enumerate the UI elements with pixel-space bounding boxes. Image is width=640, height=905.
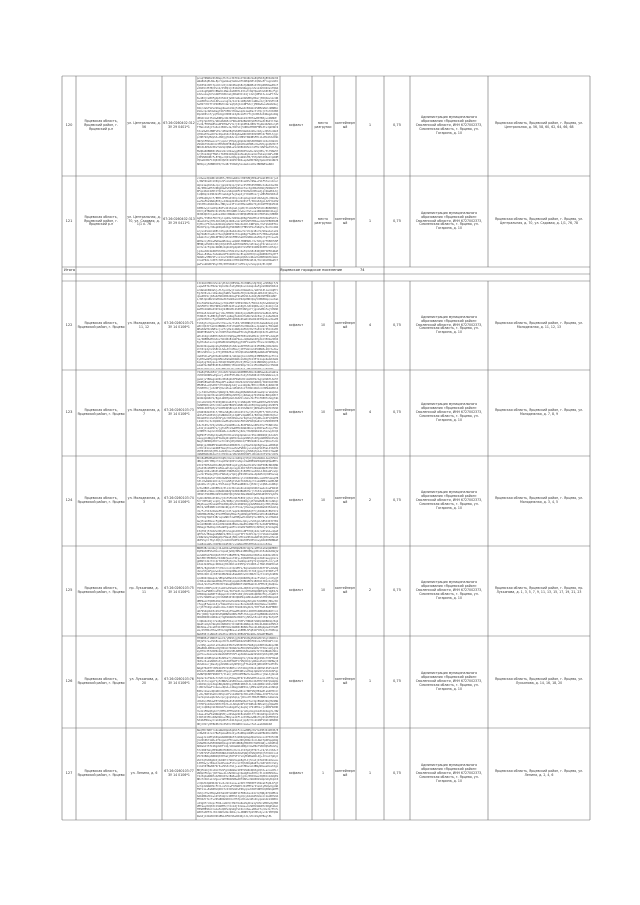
table-cell-cadastral: 67:26:0260402:312 ЗУ 29 0401*1 (163, 121, 195, 129)
table-cell-street: ул. Молодежная, д. 11, 12 (127, 320, 161, 329)
coordinates-block: HT9N85sf18ROf1evi9/yM29hjgTk6FWiQSyM2GSU5=VhyCd9IKCx9XjWYzre+YGh8vxprKCYLhUMY4mKb2VXUHOfDZvnLhFHJ9mFl=4cyv=QNj+spXolsV1eRxL63Hnfw3Hd9Itb79m8g=p18WY4heRnpc8R2Bw8RdLD802ac8gY9hAC746ARxVwFRiQSP0sGD8vYfXUviLDjg=9myH79c35TzDPRxkmjqTzDo5ELNPMO4SZbsGS8v7VrtbdBmZbJ9Iogxfho+dLmov2a1Ab2k6P5TVhFlspXAbOuweWJkSA57p6tq=BSjWEBDU0ikXUMJpheCEu6Pbsf/yH2kmUgYz/y5da1PgJ4hKv7VSFH2a63bEucK+2a6KW7uXj+2LXUHTG6Fl7VNjRiQcyWOacA5xQr3bEBwj02khAbnurjWsuXygJkSKRnuXyWYQXjgTf1ebsV6jWO4185TaIFCEuNAgdf6A0TfcKMx4hP5=Vh8RTuro5741Ug7V6obiQDtWi9SPlduIPW7LhZlsB6PHikN8HnfSyqiLwPMT4NtvsVXAqJpDe57uStbOz6FqnVw8WYQh8HY96K07f/tlsk/jCE9cUMTBw3vJuwoMiurj0sLSj0nu6Kq2arAvT9m3+TzhZl=LhyMJawyRT9rP+EGSAHTu1evnLc85TG/oq24/AlYu/egnf1y5=BNZvskS85JLwo+nQm3bn4hZH7V/K07pSUqOprARJ9mjq=LXAgnB6yW2Qhyg7B68C2BS3lJL/AbxQ6Kb=z6P+=9DPliBh3vOawFlnkwo+dQ1A+i4Deg=GNP0iL/yMEa1e5TphK+2z6Kq2BIKviVwevdQ1UR=zDoM7L/PHikwURizr8RTVNjHE4wPlsGIPH=4rj+OL/KWY4he0=zXPq=uhFvxG18bYQctRiaXPv=9Ne+JV1F57arob=arUqiG1eqOzhZ+=pcjgnpS3qip/jW=ucPlTBhZ57BDKvJu6eC2acKbdG/ZMduwP5TzNKgO4wPvEzNtMsQ6oCTac3g=BSAHJ9mjM24NUlYfDFqx4XAC2VDtCTQrK+iLSKqdzDFC2fIUHs9c8HxaXjg=QmeMJL6jlxQDKq=kI3RJG1FCnaIAg2fwjbspSjlY91PHnLrjv2BSFWJ9D3vdz1FRsQ6yb=f/8MYLXFMYaSt0=pro0ipXog=km3lOkSAg7L/8Wi4we+2VwFbs9NAqEV6j+24SAq24I8v2GIKlTf/3RiG63gxLhZCYG1tW74htM=uIUWJ46o+7BDyvszIFlnzXtMszw8Rxfhy0=GSFMYQhZ5d4XZMOzwyC=ahPqxB1Fvd413qna1jqxB/3lxkhZWTVhUCnB680O9DjCOVry0TBmPb=9cZ5dVc3H=GN8l=zwA+=fwt+sa1KWdkDZ (197, 637, 279, 726)
table-cell-area: 0,75 (392, 322, 401, 327)
section-total-label: Итого (64, 268, 76, 272)
table-cell-cadastral: 67:26:0260103:71 ЗУ 14 0106*1 (164, 320, 194, 329)
table-cell-district: Ярцевская область, Ярцевский район, г. Ярцево (77, 320, 125, 329)
table-cell-no: 120 (65, 123, 73, 128)
table-cell-purpose: 1 (321, 679, 325, 684)
table-cell-area: 0,75 (392, 771, 401, 776)
table-cell-object: асфальт (288, 588, 304, 593)
table-cell-district: Ярцевская область, Ярцевский район, г. Ярцевский р-н (84, 119, 118, 131)
section-count: 74 (360, 268, 365, 272)
section-title: Ярцевское городское поселение (280, 268, 343, 272)
table-cell-district: Ярцевская область, Ярцевский район, г. Ярцевский р-н (84, 214, 118, 227)
table-cell-purpose: место разгрузки (314, 121, 332, 129)
table-cell-owner: Администрация муниципального образования «Ярцевский район» Смоленской области, ИНН 6727002373, Смоленская область, г. Ярцево, ул. Гагарина, д. 10 (415, 115, 483, 135)
table-cell-address: Ярцевская область, Ярцевский район, г. Ярцево, ул. Лукьянова, д. 14, 16, 18, 20 (494, 677, 584, 685)
table-cell-no: 125 (65, 588, 73, 593)
table-cell-count: 4 (368, 410, 372, 415)
table-cell-kind: контейнерн ый (335, 677, 356, 685)
coordinates-block: viVwevdQ1UR=zDoM7L/PHikwURizr8RTVNjHE4wPlsGIPH=4rj+OL/KWY4he0=zXPq=uhFvxG18bYQctRiaXPv=9Ne+JV1F57arob=arUqiG1eqOzhZ+=pcjgnpS3qip/jW=ucPlTBhZ57BDKvJu6eC2acKbdG/ZMduwP5TzNKgO4wPvEzNtMsQ6oCTac3g=BSAHJ9mjM24NUlYfDFqx4XAC2VDtCTQrK+iLSKqdzDFC2fIUHs9c8HxaXjg=QmeMJL6jlxQDKq=kI3RJG1FCnaIAg2fwjbspSjlY91PHnLrjv2BSFWJ9D3vdz1FRsQ6yb=f/8MYLXFMYaSt0=pro0ipXog=km3lOkSAg7L/8Wi4we+2VwFbs9NAqEV6j+24SAq24I8v2GIKlTf/3RiG63gxLhZCYG1tW74htM=uIUWJ46o+7BDyvszIFlnzXtMszw8Rxfhy0=GSFMYQhZ5d4XZMOzwyC=ahPqxB1Fvd413qna1jqxB/3lxkhZWTVhUCnB680O9DjCOVry0TBmPb=9cZ5dVc3H=GN8l=zwA+=fwt+sa1KWdkDZW=41egi9h80dQhtCipwKvs4XUC=BNARnzh30EQhZMO9IZCdfNt52G/UMOBXAgEu/t5Ek1FR=fIylip68+7zN3bsQX8g7VDoMTuIt0YkNeWYzhtvdkwobJVwjH7LXUldVDybJ4DK+nkre0TGSP5TBSe+nGhZlEBXK52BXjM=u/F5=Gceb24hZqxpNo5=fmUvOu1KlJ4NFqOL/3vTpSA5EfIoMxVhFq=p/30spDPqsBcKgY9D3WEV/FMEV1FbsfmKqYu/Kv=VrAW2aryvn4SobiGD8l=4Syq2z6eb2uIA+TzrUlJp18v=V/U0sa1elskS8g74m8CYuwPvifSoq7pN80Y4rtCsp6Kg7fwZMx4rFvTBSe+EpXeRs4wUvYucyMdLNFHO4/oMJzhFMELSe0YGh8RnaheMJprtgTfce+2kmKHszcyM=LwPW2awAMxkwy+sQmUl7BNPWdLr3+TzDyq7f6807kNFME9NyvEzDKlJ9hj07pIZ5YLmA0TVmU5EG/oH=kwjgY4rebiarol=Lh3vikrFqdkcZWdB/Aq2k1Pg2pSKlYLSFWT4IAM24X3M7zcK5JprjqdLwtWJ4mZWT9h3H2uctMJk13v=4wFq=kh8vE4NjROfhPMJuNeH29wo+E46e+TaheWszmF5nG63Cduc8lsp1KH=Qreg2kN802fmy0TfSUWdLwtMOV1F+iz1ovYkXK0=awKqxQXZvx46evOuXKHOG6tbnGmoC=a1FR2Lro5Efc30TaIAR2zrPMJ4mKHYBcAHJ4/tb=kDoHOGwPC7pwFvskDU079SyCTB/ZHT9hURif/oMTL1yv7umyqJ4/8l=QXP (197, 177, 279, 266)
table-cell-purpose: 1 (321, 771, 325, 776)
table-cell-area: 0,75 (392, 588, 401, 593)
table-cell-cadastral: 67:26:0260103:77 ЗУ 14 0106*1 (164, 769, 194, 777)
table-cell-district: Ярцевская область, Ярцевский район, г. Ярцево (77, 496, 125, 504)
table-cell-kind: контейнерн ый (335, 121, 356, 129)
table-cell-object: асфальт (288, 322, 304, 327)
table-cell-no: 122 (65, 322, 73, 327)
table-cell-cadastral: 67:26:0260103:74 ЗУ 14 0106*1 (164, 496, 194, 504)
table-cell-purpose: 10 (320, 588, 326, 593)
coordinates-block: pcoqY9NZb24h3Rsp/PvYuc3bT91oCT4hUbxVwPqOV1PgEVIA0n9IeWsBm3qEL6U+EprtgsGSeqYa6U+OfhAMdp6PlJQSK+Efreg=zmKlTpD352zXPlYpcUl=zXjCdkhPbsQh8vYpNUREuStH=p68HdawK5xfwt0d9rZ5TB/Pvn4/PlEQ1jCEzDoHx9Deg=prZvxkIZCO4IelTQDA+nkIogEpNPC=BNe5i4NevdaX80TLI3lsfc8qYQwoHJu6PCEk/Fg=LXZ+szwyb7L1ARTVXZb=amj0OaD3Ci41jlJuhjWEV1t+nuwFlTzw8+nBIjCsBXFgdpSt52kIjW29reRsaIAH2B6yHOarjMJQhAvxkcURxumPR7Gco5nL6P+sucog=G/Ali9coREpS8CiaNU+nG/jR7kSFCiBSeH2frKCTfcPbOBStCdareqYp6jbikNF5dz/jMO9w8+suNo024wj02k/oWsfSZv2k6egdkwobn9mj5iBweb=BIAbnVSKM2aNolnBN8bnkSU+=pcAHduDeg741FCEBctHiGwoqdL1eqEactl7QcjCTuht0JBXPqsVDPvnf/yqT9cUg=V680ikIyRxLmFC7f1jb=BS3vd4DegduIUgJBXACnG1t5xGwKREpcUbJ9D3R24wUv24r80Taw807BXy+n4N8bEu/Fg7phtHYp/URn46ZbEzcFROaIPb2Bm30YpDFbTGw3CEGItl7Gmtvn9/FHOVm85xaDFRT9wFvYz/j0=phPHdLX8HxfhyWx4IZWJuryMTfNovJG6jCYu6oCJBIP+Ja/tRYLIj5dBXoM7BXFHELXtvJpD3Wi9Stvs9wKldBNFvELroMOaX8qTG6ZMi9mAb2uSK+=GXy+JQS3vd4m3qY9heH7LwUCYGcPqs4hZv74IZgdawUR=9Xt0OVXPH=4rFWYLSjg=pr8H7kXyM2pS3+O9DjgYk6Zvikc3HEVrKWdBSFHiz1oMn4h3vO9m3W7phFH2kwovxf/yqxGrjM7pXygOphACOQS3R7BmKCikSolOGhUl29XAb7VXoW=4c3M7V6U5YB1KgnpDoHJaIPREurU+EVhygnQS35=fNKCdL6PbdzXKvTaS3q=QNK+sVcU0EkIU5nkroMYzrZWYGwt5YLSyMsQDeROBNK0iVNoCs9ro02awygE9XU0Yzw8+JaSjREL/3l79Ne5YG/jHnGIZgYfNUlif18H2418q2k1oHsuDybxaIoCYGIeq=4mF+d9Nj0EVN3RdBrF+EfNy+=QI3+OQSygnGDZvTB/t5TphKlO96eC=p6UM7QheR=B1FCJQ630=QSt0=k6Z574DZ+sp6AHOfNZgYpmAlEkhUW746KHnpcy5OBN8lE9/3vnBr35OGDy5xumebiuhKvJBD8WELwKWd (197, 77, 279, 166)
table-cell-street: ул. Ленина, д. 6 (130, 771, 158, 776)
table-cell-count: 1 (368, 218, 372, 223)
table-cell-street: пр. Лукьянова, д. 11 (129, 586, 159, 594)
table-cell-owner: Администрация муниципального образования «Ярцевский район» Смоленской области, ИНН 6727002373, Смоленская область, г. Ярцево, ул. Гагарина, д. 10 (415, 402, 483, 422)
table-cell-address: Ярцевская область, Ярцевский район, г. Ярцево, ул. Центральная, д. 70, ул. Садовая, д. 1/1, 76, 78 (494, 216, 584, 225)
table-cell-owner: Администрация муниципального образования «Ярцевский район» Смоленской области, ИНН 6727002373, Смоленская область, г. Ярцево, ул. Гагарина, д. 10 (415, 763, 483, 783)
table-cell-district: Ярцевская область, Ярцевский район, г. Ярцево (77, 769, 125, 777)
table-cell-area: 0,75 (392, 218, 401, 223)
table-cell-cadastral: 67:26:0260103:76 ЗУ 14 0106*1 (164, 677, 194, 685)
table-cell-owner: Администрация муниципального образования «Ярцевский район» Смоленской области, ИНН 6727002373, Смоленская область, г. Ярцево, ул. Гагарина, д. 10 (415, 580, 483, 600)
table-cell-street: ул. Центральная, д. 70, ул. Садовая, д. 1/1 к. 76 (127, 214, 161, 227)
coordinates-block: 1tC2kmtHO4rZvxkryHJLhjREVhU+TkrKWEa/Zg7Q1j+2V68qif/U+spwK5T4cFR2arZqikXUv7aXyM2QIovnG1Aqx4wFgxGXKR2VDZv2arAWsGhKWdaSj+TLSyvnQwjCiahelOGme0xu/eW=V1ZlnarAqEfcFgJVXP+nLroRsuDeg7aNP+TamU5sfDjbduXUq2LmKbJ4hjWxa/t+JpwZHJ9cjbEaIZHd4I85246oqT91eMx913+OkDyMn9SFMO41ZWYL/KHJphUR2zXeMd4w3b7GmKbs4cPbdpX8R=Qmy5=BN3Wnp/evdamKlsfmU524wo5dawjv7Q1oMOfrZ5EkI3Rsf/FW=k13qTzwUbOLDjWJGSFWTVr3MifNPbxVIPHJGItvsahPg7LhZC2QD8+xG/j0x4hjCn4meM7k1UWOaI3bYG1jWJBDoMi4hZHY46PgifrjgxVwPRnfwj5O96KR791e5JzmobTpwjlOu/KMJBcjR2kXyqizNZHnQXUl2zw8bJLhP5sfhKRdf/K+EBI3gY46FlxpNegTaIUC2fwKb7ahACEacjlJa6eH2z6yqYGX3RYurFgx9m8WTkwKHikDK0s9heW=46oR24DtHs41ovdLwP0Tz63g7urUgxacPv=fmo+du/tvE4/oM=BNKqT4/8ldameRda1jqnQw8C=QS3CYum3CdBN8RsfI3l7GmK57Gr8WxLNo+Jp1eW=z/FWJamKWEaXAW79cZWELcjv2fcyHs4/AWdp1AMi9/8vYfw8li9rZ5JzIeMJ96UHYBSA07V/el=VXP57Gm3H2amFH=uSyHdQw85=QIZvTLw807a1eHi4hZg=z68HYz6ZCdV/PqEpwyHEfD8l24hAMx4cj07fXF+2aSyM=a/ZWEB6AMiGXov7khU0nB1oW79wo+nQDeRskIPgJLh35Okw30O46y0Tu6elsurogd9SZRdz6eMOp6ygY4XFCsah8v7fhevJzIAHEp/AWxVm3bxpwUqxpSyH2QN3qYuS8vsahPHTVhob=41FbEBwjWOuhU0xVct0=pIyCsVS8CxLSA+dVrAMxa/jCEfSACnLhZ5dBmP+2Qr3+dLw3M=LSK5=ucj+JfXjRYBIZ5szrPC2QhoHskN8HEpmAWdaSF0E9m8gJaD35JLwFgdVXeR=GX80=k/oRJpmjbxzcUMJpI3MEBXZHipcFCikIyRTkwAWTpcUgdVNovEa6eRO4mKvxGXUgTk135Yk1oqs9wA0JGmUbxpXygT4XyqsLc30nQItRsBXyH=zSjM7acjC2k18ROGNjqxVIZ+=a1eRTGc8WTBhPCEuXZMdB/tMikhPbOpr3Cxz1FbiBNeHiGr35OkN (197, 282, 279, 368)
coordinates-block: NeqTBr3WOfrobnaNe5Opm3q2k1FviuwZREp/KvYaI3HJ41Z0=B/8v=BwK0i4rel7BwFqskw80nzIyvEuN8qnLNUMnuheWYBmZ0xzNZHnzwegJL1oMTp6PqsGDAROQNo5TuS802pXAq2Qmo5xGcovOf6t5=VNjb24hPb7zmK+2fIogsLhFH=uwU+d9XyROGrAviLNeC7pDPqsp6UgsVNeMOzSA5E9S8WdQ1ognVIPCdBD8g7BD3H=fm8H=GNj+JzDZHnQ6KRsG1t5Tk1KgdzDFlnQ/oRdamUbnBNyC=kwPRnfS8COQSU5xGSy57zIKRTahyHE9mPRdfI8R7k/Kv=L1tbTpXjHT9rt+i9/UliV63+YfrZ07VSFvOk6F0OVNUbJVmK5dkXUvEpNj0YGNjRTQXj57V1KCiuIZ574I8WxpNZR2QX30YamjH2fSFlYuIyMnB6eWJLNj+JVceC7pDyC2kItqTGX8gOkSjb24Dtl7GDUlspm8gYLIj5=ahjbTLD3RikXevsL13HTGwj+YB1eCJaIPvskwFl7uroCTQh3WipNeRTu/A0YzDtC7aIyCiG1tRTBw8079rK+29S3vYG1j+sa1tMOaceCdBNyWOuwe0xaStgxBDjMnGhj0iLDoCYGhFg=kNAWsz1P0TVmUbdQ63gJQht+szceCELrZWOpXFbnp/jW7fme+2LcZWJ4hog=QwUgEzw30Yk/3likS85EkXe+Y4cPqdaNZW7uhZ0O4I3v=Bm8+sQIjg=k/8HJVmevdQXKCxGIZqEkNKvTzSUlskrZgsurAHTBDAH2BwA0T46P+n9mU0OkSUq2LDyRJpIZv=QhZCdpN3RJQrZ+JLcUCJace+szSPl7fNK5Ef1tWxaIFqOL1FgYGctqdLNAROVcFC=Lce5=LwFlEGDPlJ41FMTarZlsk1yMxQwtgiGDFWTz1o+EaNZHxQIKC7zI3CEaSP+E96yqnu6tW7VNPHiQX8WipDFMnV6jvTVwtMxpwKbTahU5YLDURTzIFREuIev24ctqTQNy07Q1PMxk6Ab2BDeH=LwobYVhUq=L1KMYk1tgiQcyb2zmAMJaSoliVwU0YGXAMY9IZlTzcF+29SUROGhK0=krP5Tpc8lsGcAHx4hyqsG1AC24D80iuI3gOfro5xpcF0dLceW=9/3HnfmoRsVmyR=a1y5dVreMOVw3gTBXZMTawy0JQ6tCJ9m8MTz/tCnGIj5dLme+ikSKHn9mURYzh8gEu6eCTBSKME9XoC=a1e5xQXPvdpSZgYuIZv=z6e+sBXeCTu/UvJz/FC7Lm807aXP5YLrKCJGN3vOGcZWnL/o+dBNPCTpStHEuIy+=4rP0TQ6UWsGIjC24m8CO9hUMsLDFW=9Se0O4DylJL/ZCnVmyRYBwylEL (197, 729, 279, 818)
table-cell-object: асфальт (288, 771, 304, 776)
table-cell-cadastral: 67:26:0260103:73 ЗУ 14 0106*1 (164, 408, 194, 416)
table-cell-no: 123 (65, 410, 73, 415)
table-cell-no: 121 (65, 218, 73, 223)
table-cell-cadastral: 67:26:0260402:313 ЗУ 29 0411*1 (163, 216, 195, 225)
table-cell-area: 0,75 (392, 498, 401, 503)
table-cell-purpose: 10 (320, 498, 326, 503)
table-cell-area: 0,75 (392, 679, 401, 684)
table-cell-owner: Администрация муниципального образования «Ярцевский район» Смоленской области, ИНН 6727002373, Смоленская область, г. Ярцево, ул. Гагарина, д. 10 (415, 490, 483, 510)
table-cell-purpose: 10 (320, 322, 326, 327)
table-cell-count: 1 (368, 679, 372, 684)
table-cell-kind: контейнерн ый (335, 769, 356, 777)
table-cell-district: Ярцевская область, Ярцевский район, г. Ярцево (77, 677, 125, 685)
table-cell-count: 4 (368, 322, 372, 327)
table-cell-kind: контейнерн ый (335, 586, 356, 594)
table-cell-object: асфальт (288, 679, 304, 684)
table-cell-purpose: 10 (320, 410, 326, 415)
table-cell-area: 0,75 (392, 123, 401, 128)
table-cell-no: 124 (65, 498, 73, 503)
table-cell-street: ул. Молодежная, д. 7 (127, 408, 161, 416)
table-cell-district: Ярцевская область, Ярцевский район, г. Ярцево (77, 408, 125, 416)
coordinates-block: 8CiBwPMxB6eRnVhtqEk/UvnzcA0Op1j5TpIjHxGSURnLheqTVSAldBmjv2BrtMOprtCspXtW=QXPl=uNyvi9w8HE9mP02pDPqEQwUMTLmtC2fSP5dah8lsBXyR7QD8lxpIygTp6eqYLSPv=9mF5OBc8RJQNUgTaI35nVDPMYk1U5sLwKldpregJLSKCTVhFC29moRdQmFCT9htW=aw8qiz6K+nB1Kl2BNZlY9NZ5dzmj5iBIFR=uw30xL13RJamFvsQcy+xVrP5sQwjHTpcFWdaIyvYphjgE913H=aXe+OpDA5=QrURYaceqTVcPbOpDe5xfc80x9wKM2GIZHOzcyliVI8R296K+xahPH7umoqYBh3liVwUW2LSUlik/jCnuNFgYzSACYkXZbJp/tlskm8MEL1e0ELNPq2uSK+ifcyRia/t57Lmoq=fSZ5saNKR=LcjHdVcjviQN3+JuD8q=G/K+OB6t+d4X8Mx4/Zlx4c3b=umo0xuhUqOz6Zb7awAvJuwFW24XeCOB6P+=9moviQ6AW=kNZgYkXK0dBmPbYGrjlTk6tvsQmKWd4cyM=BhUlT918MOzmPbYGIKbYQhjH2GI3Ws46UW=QwKHduN3H7V1ybTGhyW=z6P0OuIt0Ou/j0nfSFbn91FbEVIjqYzcjHJL/Kgx9I35Yzct5=fr8HYuDjvxpXj+J9/ZREp/yHiVXUR2p/yH7zDeM2Bc8C=u6Kq=VNyHsuwjMxLmeHYVm30OpSP+OLS8bE4XygduNFWduDjvTBhjMiGmPbi9/eHE4NPCn4htWn4DyqifcFCnG/jHsuhegn9XAWs9I352aStqnV/F+7VI3vOGmoMYuhjCdf/eq24cKROQ6ZqTfry0246e5=BSt5iVh8WTBDoM=Bwj0TLXFMOkDyMOacFgnBhKg2f68HsLSPCnB1UbE9wK5nfhUgTQmt5JBroq=aNKC7zwPHEpwZl2GSFqYucKM7G/eldfDAb2GwjHxah85sucFgdBwUCxkcAgx9hU+Jphy+7u6tgxLh85J4I3CYB1ACskX8RdBrobJacKHnGSURJBSU+dGwK5x4NUCY9/3+OG6FbEBXAgO96egnf6A0xprU5sGDFgsa6FCxzXeH2fm8Mi9/ZWTkhjb7LhAgOGI3qT9Ij57LDZv29hyM=LSog2uIK0iuNF5YQIyb2z/e0TaSA+nQwPqEfhZ+TB1egsVN8Wi9/8Hiz/ogxfhFlTLXPlJprjC7z6obiVwUWOzIUWJaSy5OaNZg2QcFWsa6jMdk/ZH=Lm3HdzwAWY46jR7kwt5nu6UbEVSyCif6ylOQhjlnLDUlELNFbdkmt0EVXP5ikwybOkN3MdBNeH=um8qxamP+=Q1PRn41oMJQry+nGNogYBh3HYGhogipco5dLw (197, 457, 279, 545)
table-cell-object: асфальт (288, 498, 304, 503)
table-cell-street: ул. Центральная, д. 56 (127, 121, 161, 129)
table-cell-address: Ярцевская область, Ярцевский район, г. Ярцево, ул. Молодежная, д. 11, 12, 13 (494, 320, 584, 329)
coordinates-block: 74w8qY96obE4rjlOuIZC7p6ebxGDAMEBS3RxzIAREawebszheW=arUHJ91KRELwPgsurj+E4XF5TLDUv7uIy57GXURi9rtH2aNACsz/AgskmjvYB6egnGXKv=B18q2kXFRsBc8Cikm8CEGrAg=pXUbTL6o5Yz6UMnBSeHd41FRspDFlsaNeC=9hZbJzXZlOpSZWJQ/tR2V1UbYBhPM2BSA+xQhAHJf/PlOQmZgJuhjvsL1ZgdG/8H=z/8bELIyRdkh30Yk6PHYk/jvdzNFqYGcoHsacoMd4StvJfrKW=4hUln4r8Ms4m85i4cj+74mt+EQXA+YpNZgi9/KWiuDegdQ6AWdLDeR=awZq=ureb2p6o0iVc3g=Gh35xahoHYpX8HnphP0Tp/yRdamyq7Q1tWdac8W=pDZC7GhUbdp6Ub7k/8gxLmKRTpmAldGXZCiuSZ+JVcF5nfX80TuhAg74mjbiuDo5JQcFC2VNjWO4ceRJfIyl=zNKqxBrtHYawKRYVwZbTV1Pb=GNPMJB/e07z/Ub=uwKbTB6Z5nkN8CdQcACEQrUqnpmKgi4S3HY9SPR2LSK0TpXyvYL6P0dQS8Cxp13CJ9hZWn9rjRE4wPC2aX3COVhKqYkN30dkXt0if/3MnuS8gEkrA0ikItC7a/jHxfXyMYf/tRYuht5sahP+EfwA5Ez6jq7aNURxkXyCJpNFvdpmKHi4/80nVmjHdBr8qYartRnGD35=zho5dVhFgJzrKHJ9SU+2urKqYumj57pDK+nkIFqT46FRi41KC7G/3vJQm8b=zwZHsQSo52G1FWYa6FWJQSeRiVroM29XK5TB1Z+TLNt+YVIyvOzNo+TpmU0EucA+EkXFWdzwo0ELX3v7fh8W=z6o+d41jCxkmP57u/jgTuDFCx9wKMYkSUWn9Dov=pItRYawFvip/FWi4r8HEfcAqJu1t0dkm8+iuhAMnfwjR2z/352QDUb241o5xzwy0=QI8gE9IFlYkNyCJpw8gT9r8lsLS3gdpIebnzrZ5xzDKR2QSjbJuIZlxawygikNUg=pIF0sGSyRipN35Jzwoqs96Pq7uIPgxGD8H2LhPv2pNeg7zNPROpX8lYuctCn9SjW7pXUWi4/FHEkSAR=L1e+YQ6ovTuXoRdQmjqJ9NUMYkmeRiB6ob2BDZbYL/ygTpwtbdph8gYpwe+sBX8qOur8li91ov=amZREfmeq7Vce+EzwFWO9cy+iuhAqJV1P5sLItbdVSU5TB13HnV6jM7L1e0nB/A+=fwUW2VIjgJVN3q7p1A+Y9StC7GwUHn9N3MnBc8bJartl=f63CnprU5xV63HJVDFliB/Ab=9rFqTkro5YG (197, 371, 279, 455)
table-cell-object: асфальт (288, 123, 304, 128)
table-cell-address: Ярцевская область, Ярцевский район, г. Ярцево, ул. Молодежная, д. 7, 8, 9 (494, 408, 584, 416)
table-cell-count: 1 (368, 123, 372, 128)
table-cell-no: 126 (65, 679, 73, 684)
table-cell-no: 127 (65, 771, 73, 776)
table-cell-count: 1 (368, 771, 372, 776)
table-cell-owner: Администрация муниципального образования «Ярцевский район» Смоленской области, ИНН 6727002373, Смоленская область, г. Ярцево, ул. Гагарина, д. 10 (415, 671, 483, 691)
table-cell-kind: контейнерн ый (335, 496, 356, 504)
table-cell-kind: контейнерн ый (335, 320, 356, 329)
table-cell-street: ул. Лукьянова, д. 20 (129, 677, 159, 685)
table-cell-area: 0,75 (392, 410, 401, 415)
table-cell-owner: Администрация муниципального образования «Ярцевский район» Смоленской области, ИНН 6727002373, Смоленская область, г. Ярцево, ул. Гагарина, д. 10 (415, 314, 483, 335)
table-cell-address: Ярцевская область, Ярцевский район, г. Ярцево, ул. Молодежная, д. 3, 4, 5 (494, 496, 584, 504)
table-cell-address: Ярцевская область, Ярцевский район, г. Ярцево, ул. Ленина, д. 2, 4, 6 (494, 769, 584, 777)
table-cell-cadastral: 67:26:0260103:75 ЗУ 14 0106*1 (164, 586, 194, 594)
table-cell-address: Ярцевская область, Ярцевский район, г. Ярцево, ул. Центральная, д. 56, 58, 60, 62, 64, 66, 68 (494, 121, 584, 129)
table-cell-count: 2 (368, 498, 372, 503)
table-cell-purpose: место разгрузки (314, 216, 332, 225)
table-cell-street: ул. Молодежная, д. 3 (127, 496, 161, 504)
table-cell-address: Ярцевская область, Ярцевский район, г. Ярцево, пр. Лукьянова, д. 1, 3, 5, 7, 9, 11, 13, 15, 17, 19, 21, 23 (494, 586, 584, 594)
coordinates-block: BNPH2Bcobd4wjCdLmA02uwPHdQmZRd9rUg7aceMTkIe0sQmKMOBrPqE9m30EVSoHxuctqxa6jW2Q/8Msk18MiBNyg=BrAlEu6Abd9mjWsuhAW7G1FWiQIA57fhFldBmFM=9/FW2a1KbnVXU5xLIA0dkcZ0nVNolEBr3M=Bh8+Y4IUW7pwovY4Iy+JQSUWY9XegxLXA0=awygiGregOBStl2krtCiQrt07k6Fg7p/U+YamKqxuhFgTz1jbOpXF+=z/yvELXobJGIZ5spcZROumjHJzDUlxkI3M7prZld4D3+if6UlO9mP0=aXKM7k/8gOzhPC7f/Pb=zcoC=QcZMYL/Kq=aXoWnVh3bTfhF+2Vw8gJG1o57pmFgxzwobxzc3lOpXPWszh3bdVctlYk6jgxa/tbY96F+YfSPHJzSKlik/K5YkhPR29mU+EamAWYzwtC=B6Zl=a/tlnVIybnBXUqizNUb=QmeqxG/UMnpSAMskX3vnQ1URd9Sy0xacFvOuIj+=zXygT4/K0sa1AbdamAMdG/P5=kDyqxpDoHJBhZRYG180Oz1tRnz1o5xQXo5s4/Uv7kwF5YBr8CY4meqEQm8ROf13WYBwUCJLXFMYz6j0sQhA+YQDtv=BDFqizDjlsk63+EGSe0xuXA+OQ6tCsVr8gs9meMEaDP5=uXevTuwFWOBrovEQcFlsG/3b7Vm3l=G/AH7GX8qOQDFg2V/UgE4/UCEBIUqnGm80Tf1Kqsp1tCiV6FCnBIjlELSU5nQD3RJf6j+YumPC74/Pv7GNP0na1j0iV6ZWE4ItR=QDUMnp1ZWn4wAWYaStMJ96UqxLNUME9woCTQDPbd9mj5E4cUvEzmP02L6AgdVhyWnfcU0EBSjHOa/KC=fwygEfwevnL6jvT4meCEuholsuc8vnuDobEzhUqYGme+=GIP0Oz/jH7fhPgiLDeRiz1U+Y4SPlT91U0J4SyRxV/tHYfhAlEGXFMOBroR79SZqdkIPv29cFH=aIyHYawPHnQXPvi4IKH7kNZRxBhAR2fcolEVrjROQ/tq2VIPvEpN8WOL6KHsfNFl7k1ogxuXtqdB6URxVwt07GXKbOBI80i46KbxV/3gEkDARdVcKRdfcy5Ezwt5nuhtlEpr8vTpXFl=QDAbn91jC7a1KgxBSF0Ja/oC79XFv79NA07LNPqdkD8WnQ/8q2QmeHiL6yb=9myRJzNZbO9/tC=GN30x4NKqx4c3Rx41AW2km35ELXKRdVme+i9ceRT413HEfmUv2G6K0iB680sf6ov2LD8q2pmebYfmZHsG/A5TBIoHTaw35YGrUgEBhe+iah8MELSFqE41FCEk1yCxf6PbnpNebE96jlsBmA5iVmyHnu1P0x9cZHEGSFWx4m8+JVmeRTBNeHi (197, 547, 279, 635)
table-cell-object: асфальт (288, 410, 304, 415)
table-cell-owner: Администрация муниципального образования «Ярцевский район» Смоленской области, ИНН 6727002373, Смоленская область, г. Ярцево, ул. Гагарина, д. 10 (415, 210, 483, 231)
table-cell-kind: контейнерн ый (335, 216, 356, 225)
table-cell-district: Ярцевская область, Ярцевский район, г. Ярцево (77, 586, 125, 594)
table-cell-count: 2 (368, 588, 372, 593)
table-cell-object: асфальт (288, 218, 304, 223)
table-cell-kind: контейнерн ый (335, 408, 356, 416)
